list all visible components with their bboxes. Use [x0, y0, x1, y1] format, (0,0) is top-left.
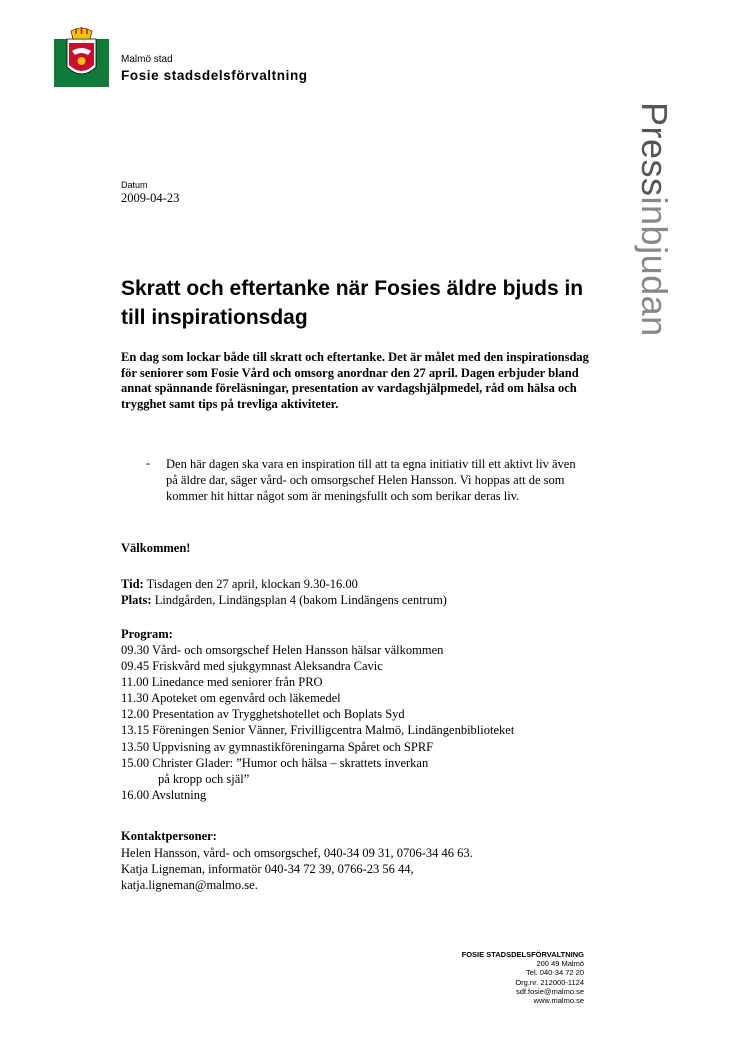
- contacts-block: [121, 845, 473, 893]
- time-value: Tisdagen den 27 april, klockan 9.30-16.00: [146, 577, 358, 591]
- contact-line: katja.ligneman@malmo.se.: [121, 878, 258, 892]
- contacts-heading: Kontaktpersoner:: [121, 829, 217, 843]
- place-label: Plats:: [121, 593, 152, 607]
- program-item: 15.00 Christer Glader: ”Humor och hälsa – skrattets inverkan: [121, 755, 429, 770]
- lead-paragraph: En dag som lockar både till skratt och eftertanke. Det är målet med den inspirationsdag för seniorer som Fosie Vård och omsorg anordnar den 27 april. Dagen erbjuder bland annat spännande föreläsningar, presentation av vardagshjälpmedel, råd om hälsa och trygghet samt tips på trevliga aktiviteter.: [121, 350, 589, 411]
- quote-paragraph: Den här dagen ska vara en inspiration till att ta egna initiativ till ett aktivt liv även på äldre dar, säger vård- och omsorgschef Helen Hansson. Vi hoppas att de som kommer hit hittar något som är meningsfullt och som berikar deras liv.: [166, 457, 576, 503]
- side-label-part2: inbjudan: [634, 196, 675, 337]
- footer-web: www.malmo.se: [533, 996, 584, 1006]
- program-heading: Program:: [121, 627, 173, 641]
- footer-address-block: [380, 950, 584, 1005]
- side-label-part1: Press: [634, 102, 675, 197]
- program-item: 11.00 Linedance med seniorer från PRO: [121, 675, 323, 690]
- org-name: Fosie stadsdelsförvaltning: [121, 68, 308, 83]
- date-value: 2009-04-23: [121, 191, 180, 205]
- place-value: Lindgården, Lindängsplan 4 (bakom Lindängens centrum): [154, 593, 447, 607]
- side-label-pressinbjudan: [634, 102, 675, 337]
- program-item: 11.30 Apoteket om egenvård och läkemedel: [121, 691, 341, 706]
- malmo-coat-of-arms-icon: [54, 25, 109, 87]
- program-item-continuation: [121, 771, 621, 787]
- footer-orgnr: Org.nr. 212000-1124: [515, 977, 584, 987]
- program-item: 09.30 Vård- och omsorgschef Helen Hansson hälsar välkommen: [121, 643, 444, 657]
- footer-address: 200 49 Malmö: [536, 959, 584, 969]
- footer-email: sdf.fosie@malmo.se: [515, 986, 584, 996]
- program-list: [121, 642, 621, 803]
- quote-dash: -: [146, 456, 151, 470]
- date-label: Datum: [121, 180, 148, 190]
- contact-line: Katja Ligneman, informatör 040-34 72 39, 0766-23 56 44,: [121, 862, 414, 876]
- program-item: 16.00 Avslutning: [121, 787, 207, 802]
- time-label: Tid:: [121, 577, 144, 591]
- org-small-label: Malmö stad: [121, 54, 173, 65]
- headline: Skratt och eftertanke när Fosies äldre bjuds in till inspirationsdag: [121, 277, 584, 329]
- program-item: 09.45 Friskvård med sjukgymnast Aleksandra Cavic: [121, 659, 383, 674]
- program-item: 12.00 Presentation av Trygghetshotellet och Boplats Syd: [121, 707, 405, 722]
- contact-line: Helen Hansson, vård- och omsorgschef, 040-34 09 31, 0706-34 46 63.: [121, 846, 473, 860]
- program-item: 13.50 Uppvisning av gymnastikföreningarna Spåret och SPRF: [121, 739, 434, 754]
- program-item: 13.15 Föreningen Senior Vänner, Frivilligcentra Malmö, Lindängenbiblioteket: [121, 723, 515, 738]
- place-line: [121, 593, 447, 608]
- welcome-text: Välkommen!: [121, 541, 191, 555]
- program-item-continuation-text: på kropp och själ”: [158, 771, 250, 786]
- footer-org-name: FOSIE STADSDELSFÖRVALTNING: [461, 950, 584, 959]
- time-line: [121, 577, 358, 592]
- footer-phone: Tel. 040-34 72 20: [526, 968, 584, 978]
